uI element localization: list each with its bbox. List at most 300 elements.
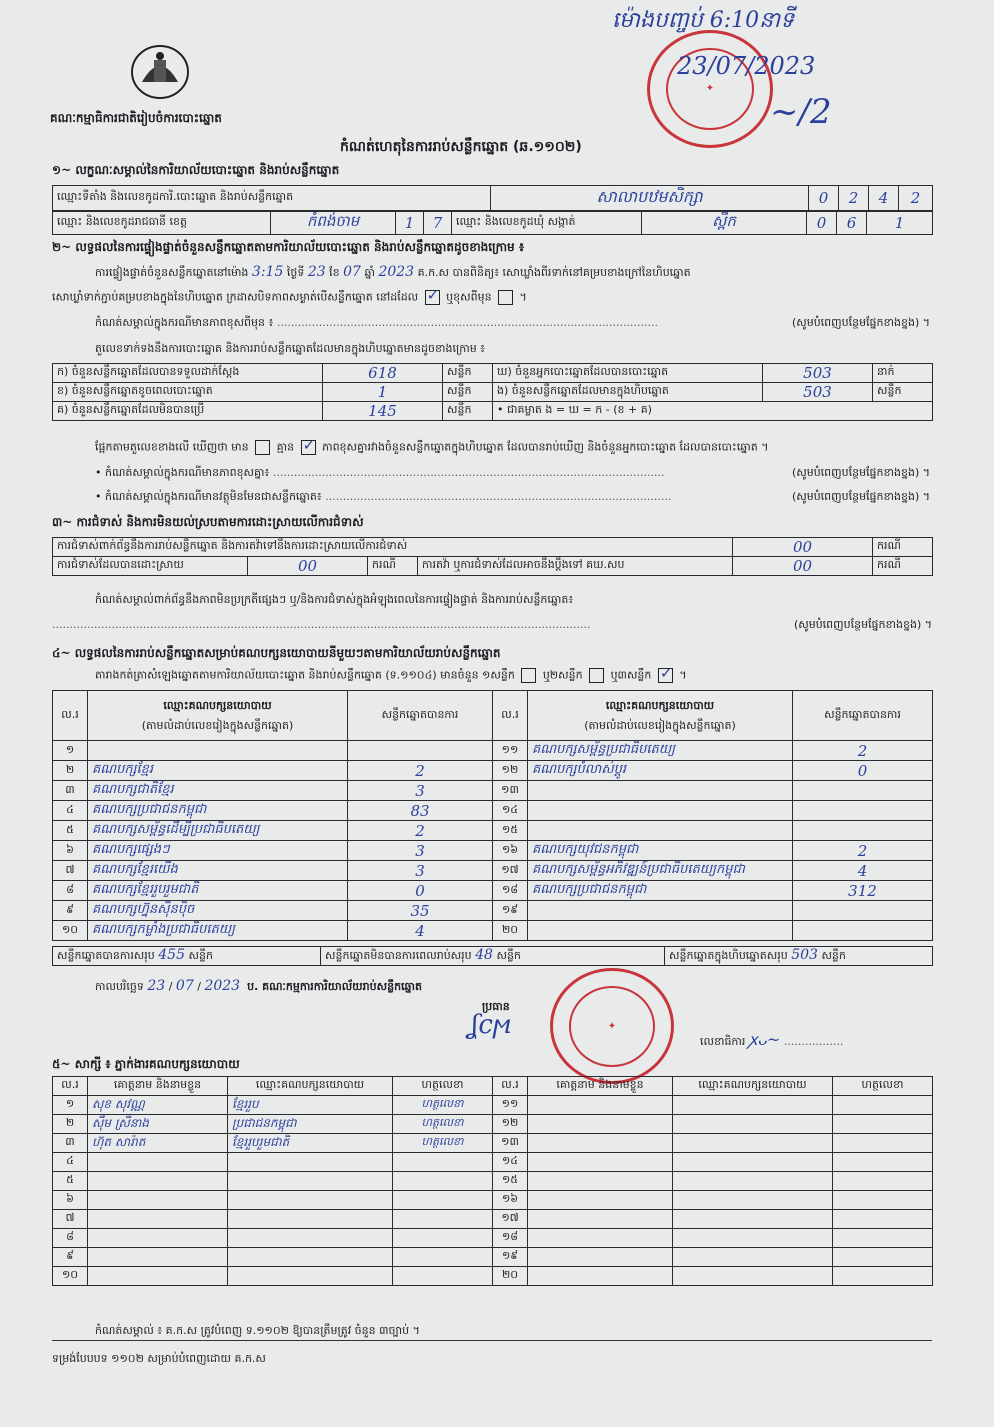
witness-signature: ហត្ថលេខា bbox=[393, 1134, 493, 1153]
province-code-digit: 1 bbox=[396, 212, 424, 235]
witness-no: ៣ bbox=[53, 1134, 88, 1153]
witness-signature bbox=[833, 1115, 933, 1134]
results-votes: 3 bbox=[348, 861, 493, 881]
verification-text: ការផ្ទៀងផ្ទាត់ចំនួនសន្លឹកឆ្នោតនៅម៉ោង bbox=[95, 266, 249, 279]
total-invalid-label: សន្លឹកឆ្នោតមិនបានការពេលរាប់សរុប bbox=[325, 949, 472, 962]
figures-row bbox=[53, 364, 933, 383]
witness-no: ១២ bbox=[493, 1115, 528, 1134]
witness-name bbox=[88, 1172, 228, 1191]
total-box-label: សន្លឹកឆ្នោតក្នុងហិបឆ្នោតសរុប bbox=[669, 949, 788, 962]
in-box-value: 503 bbox=[763, 383, 873, 402]
witness-no: ៤ bbox=[53, 1153, 88, 1172]
witness-signature bbox=[393, 1248, 493, 1267]
unit-label: សន្លឹក bbox=[443, 364, 493, 383]
witness-no: ១៣ bbox=[493, 1134, 528, 1153]
section4-heading: ៤~ លទ្ធផលនៃការរាប់សន្លឹកឆ្នោតសម្រាប់គណបក្សនយោបាយនីមួយៗតាមការិយាល័យរាប់សន្លឹកឆ្នោត bbox=[52, 646, 501, 660]
results-table bbox=[52, 690, 933, 941]
witness-party bbox=[673, 1229, 833, 1248]
witness-no: ១៨ bbox=[493, 1229, 528, 1248]
appeal-value: 00 bbox=[733, 557, 873, 576]
location-code-digit: 4 bbox=[869, 186, 899, 211]
total-invalid-cell bbox=[321, 947, 665, 966]
witness-no: ១៤ bbox=[493, 1153, 528, 1172]
results-party bbox=[528, 921, 793, 941]
results-body bbox=[53, 741, 933, 941]
results-votes: 83 bbox=[348, 801, 493, 821]
changed-checkbox[interactable] bbox=[498, 290, 513, 305]
results-party: គណបក្សកម្លាំងប្រជាធិបតេយ្យ bbox=[88, 921, 348, 941]
verification-text-rest: គ.ក.ស បានពិនិត្យ៖ សោឃ្លាំងពីរទាក់នៅគម្របខាងក្រៅនៃហិបឆ្នោត bbox=[417, 266, 691, 279]
results-col-party-sub: (តាមលំដាប់លេខរៀងក្នុងសន្លឹកឆ្នោត) bbox=[584, 718, 736, 732]
commune-label: ឈ្មោះ និងលេខកូដឃុំ សង្កាត់ bbox=[452, 212, 642, 235]
discrepancy-rest: ភាពខុសគ្នារវាងចំនួនសន្លឹកឆ្នោតក្នុងហិបឆ្នោត ដែលបានរាប់ឃើញ និងចំនួនអ្នកបោះឆ្នោត ដែលបានបោះឆ្នោត ។ bbox=[322, 440, 769, 454]
case-unit: ករណី bbox=[873, 538, 933, 557]
results-no: ៨ bbox=[53, 881, 88, 901]
unit-label: សន្លឹក bbox=[188, 949, 213, 962]
section3-heading: ៣~ ការជំទាស់ និងការមិនយល់ស្របតាមការដោះស្រាយលើការជំទាស់ bbox=[52, 515, 364, 529]
results-votes: 2 bbox=[793, 841, 933, 861]
bullet1-label: • កំណត់សម្គាល់ក្នុងករណីមានភាពខុសគ្នា៖ bbox=[95, 466, 270, 479]
witness-signature bbox=[393, 1191, 493, 1210]
results-votes: 312 bbox=[793, 881, 933, 901]
commune-code-digit: 6 bbox=[837, 212, 867, 235]
results-votes: 3 bbox=[348, 841, 493, 861]
province-value: កំពង់ចាម bbox=[271, 212, 396, 235]
results-no: ១៨ bbox=[493, 881, 528, 901]
results-col-party-title: ឈ្មោះគណបក្សនយោបាយ bbox=[605, 698, 715, 712]
witness-name bbox=[88, 1229, 228, 1248]
case-unit: ករណី bbox=[873, 557, 933, 576]
voters-value: 503 bbox=[763, 364, 873, 383]
section2-heading: ២~ លទ្ធផលនៃការផ្ទៀងផ្ទាត់ចំនួនសន្លឹកឆ្នោតតាមការិយាល័យបោះឆ្នោត និងរាប់សន្លឹកឆ្នោតដូចខាងក្រោម ៖ bbox=[52, 240, 525, 254]
witness-party bbox=[228, 1210, 393, 1229]
irregularities-fill-line: .......................................................................................................................................................... (សូមបំពេញបន្ថែមផ្នែកខាងខ្នង) ។ bbox=[52, 618, 932, 634]
bullet2-line: • កំណត់សម្គាល់ក្នុងករណីមានវត្ថុមិនមែនជាសន្លឹកឆ្នោត៖ ................................................................................................... (សូមបំពេញបន្ថែមផ្នែកខាងខ្នង) ។ bbox=[95, 490, 930, 506]
three-sheets-checkbox[interactable] bbox=[658, 668, 673, 683]
results-no: ១៧ bbox=[493, 861, 528, 881]
location-code-digit: 2 bbox=[899, 186, 933, 211]
witness-signature bbox=[833, 1248, 933, 1267]
results-votes: 3 bbox=[348, 781, 493, 801]
section1-table-row2 bbox=[52, 211, 933, 235]
spoiled-label: ខ) ចំនួនសន្លឹកឆ្នោតខូចពេលបោះឆ្នោត bbox=[53, 383, 323, 402]
date-line: កាលបរិច្ឆេទ 23 / 07 / 2023 ប. គណៈកម្មការការិយាល័យរាប់សន្លឹកឆ្នោត bbox=[95, 978, 423, 994]
results-col-votes: សន្លឹកឆ្នោតបានការ bbox=[793, 691, 933, 741]
witness-name bbox=[528, 1096, 673, 1115]
witness-no: ២០ bbox=[493, 1267, 528, 1286]
commune-value: ស្ពឺក bbox=[642, 212, 807, 235]
resolved-label: ការជំទាស់ដែលបានដោះស្រាយ bbox=[53, 557, 248, 576]
commune-code-digit: 0 bbox=[807, 212, 837, 235]
results-votes: 35 bbox=[348, 901, 493, 921]
witness-row bbox=[53, 1096, 933, 1115]
results-votes bbox=[793, 901, 933, 921]
witness-signature bbox=[833, 1267, 933, 1286]
month-label: ខែ bbox=[329, 266, 340, 279]
witness-name bbox=[528, 1248, 673, 1267]
official-stamp-bottom: ✦ bbox=[550, 968, 674, 1084]
witness-party bbox=[673, 1134, 833, 1153]
discrepancy-text: ផ្អែកតាមតួលេខខាងលើ ឃើញថា មាន bbox=[95, 440, 249, 454]
results-party bbox=[528, 781, 793, 801]
bullet2-label: • កំណត់សម្គាល់ក្នុងករណីមានវត្ថុមិនមែនជាសន្លឹកឆ្នោត៖ bbox=[95, 490, 322, 503]
witness-no: ៦ bbox=[53, 1191, 88, 1210]
president-label: ប្រធាន bbox=[482, 1000, 510, 1013]
date-day: 23 bbox=[147, 978, 166, 994]
form-title: កំណត់ហេតុនៃការរាប់សន្លឹកឆ្នោត (ឆ.១១០២) bbox=[340, 139, 582, 155]
results-party bbox=[528, 821, 793, 841]
bullet1-line: • កំណត់សម្គាល់ក្នុងករណីមានភាពខុសគ្នា៖ ................................................................................................................ (សូមបំពេញបន្ថែមផ្នែកខាងខ្នង) ។ bbox=[95, 466, 930, 482]
results-votes: 2 bbox=[348, 821, 493, 841]
changed-label: ឬខុសពីមុន bbox=[446, 290, 492, 304]
committee-name: គណៈកម្មាធិការជាតិរៀបចំការបោះឆ្នោត bbox=[50, 111, 222, 125]
witness-name: ហ៊ុត សារ៉ាត bbox=[88, 1134, 228, 1153]
results-col-party bbox=[88, 691, 348, 741]
witness-party bbox=[673, 1210, 833, 1229]
unit-label: សន្លឹក bbox=[873, 383, 933, 402]
results-no: ២ bbox=[53, 761, 88, 781]
received-label: ក) ចំនួនសន្លឹកឆ្នោតដែលបានទទួលដាក់ស្តែង bbox=[53, 364, 323, 383]
total-valid-cell bbox=[53, 947, 321, 966]
results-votes: 2 bbox=[793, 741, 933, 761]
witness-party: ប្រជាជនកម្ពុជា bbox=[228, 1115, 393, 1134]
results-row bbox=[53, 921, 933, 941]
witness-party bbox=[673, 1115, 833, 1134]
results-col-no: ល.រ bbox=[53, 691, 88, 741]
fill-back-note: (សូមបំពេញបន្ថែមផ្នែកខាងខ្នង) ។ bbox=[791, 316, 930, 329]
results-row bbox=[53, 821, 933, 841]
results-no: ១៩ bbox=[493, 901, 528, 921]
results-no: ៩ bbox=[53, 901, 88, 921]
results-party: គណបក្សខ្មែររួបរួមជាតិ bbox=[88, 881, 348, 901]
results-col-party bbox=[528, 691, 793, 741]
witness-signature bbox=[833, 1096, 933, 1115]
witness-signature bbox=[833, 1229, 933, 1248]
bottom-note: ទម្រង់បែបបទ ១១០២ សម្រាប់បំពេញដោយ គ.ក.ស bbox=[52, 1352, 266, 1365]
witness-party bbox=[673, 1191, 833, 1210]
committee-sign-label: ប. គណៈកម្មការការិយាល័យរាប់សន្លឹកឆ្នោត bbox=[247, 980, 423, 993]
witness-no: ៩ bbox=[53, 1248, 88, 1267]
results-no: ១ bbox=[53, 741, 88, 761]
unit-label: សន្លឹក bbox=[821, 949, 846, 962]
results-votes bbox=[793, 781, 933, 801]
results-party bbox=[88, 741, 348, 761]
total-box-value: 503 bbox=[791, 947, 818, 963]
in-box-label: ង) ចំនួនសន្លឹកឆ្នោតដែលមានក្នុងហិបឆ្នោត bbox=[493, 383, 763, 402]
objections-value: 00 bbox=[733, 538, 873, 557]
results-party bbox=[528, 801, 793, 821]
results-col-party-sub: (តាមលំដាប់លេខរៀងក្នុងសន្លឹកឆ្នោត) bbox=[141, 718, 294, 732]
seal-text: សោឃ្លាំទាក់ភ្ជាប់គម្របខាងក្នុងនៃហិបឆ្នោត ក្រដាសបិទភាពសម្ងាត់បើសន្លឹកឆ្នោត នៅដដែល bbox=[52, 290, 419, 304]
results-no: ១៤ bbox=[493, 801, 528, 821]
results-col-party-title: ឈ្មោះគណបក្សនយោបាយ bbox=[163, 698, 272, 712]
witness-col-no: ល.រ bbox=[53, 1077, 88, 1096]
witness-signature: ហត្ថលេខា bbox=[393, 1115, 493, 1134]
witness-col-sign: ហត្ថលេខា bbox=[833, 1077, 933, 1096]
witness-col-name: គោត្តនាម និងនាមខ្លួន bbox=[528, 1077, 673, 1096]
secretary-line: លេខាធិការ ꭗᴗ~ ................. bbox=[700, 1030, 844, 1049]
results-row bbox=[53, 841, 933, 861]
results-votes bbox=[793, 801, 933, 821]
results-no: ៤ bbox=[53, 801, 88, 821]
emblem-icon bbox=[128, 42, 192, 102]
witness-party bbox=[228, 1229, 393, 1248]
witness-row bbox=[53, 1248, 933, 1267]
witness-name bbox=[88, 1267, 228, 1286]
results-party: គណបក្សប្រជាជនកម្ពុជា bbox=[88, 801, 348, 821]
appeal-label: ការតវ៉ា ឬការជំទាស់ដែលអាចនឹងប្តឹងទៅ គឃ.សប bbox=[418, 557, 733, 576]
fill-back-note: (សូមបំពេញបន្ថែមផ្នែកខាងខ្នង) ។ bbox=[791, 490, 930, 503]
results-no: ១២ bbox=[493, 761, 528, 781]
witness-name bbox=[88, 1210, 228, 1229]
objections-table bbox=[52, 537, 933, 576]
witness-col-no: ល.រ bbox=[493, 1077, 528, 1096]
witness-party bbox=[228, 1172, 393, 1191]
results-no: ១១ bbox=[493, 741, 528, 761]
witness-party bbox=[673, 1267, 833, 1286]
has-difference-checkbox[interactable] bbox=[255, 440, 270, 455]
verification-line bbox=[95, 264, 691, 282]
witness-signature bbox=[393, 1172, 493, 1191]
location-label: ឈ្មោះទីតាំង និងលេខកូដការិ.បោះឆ្នោត និងរាប់សន្លឹកឆ្នោត bbox=[53, 186, 491, 211]
unused-value: 145 bbox=[323, 402, 443, 421]
witness-name bbox=[88, 1153, 228, 1172]
date-label: កាលបរិច្ឆេទ bbox=[95, 980, 144, 993]
witness-no: ១៧ bbox=[493, 1210, 528, 1229]
two-sheets-label: ឬ២សន្លឹក bbox=[542, 668, 583, 682]
witness-no: ៥ bbox=[53, 1172, 88, 1191]
results-row bbox=[53, 781, 933, 801]
verification-day: 23 bbox=[307, 264, 326, 280]
total-valid-label: សន្លឹកឆ្នោតបានការសរុប bbox=[57, 949, 155, 962]
resolved-value: 00 bbox=[248, 557, 368, 576]
witness-col-sign: ហត្ថលេខា bbox=[393, 1077, 493, 1096]
witness-party bbox=[673, 1248, 833, 1267]
unit-label: សន្លឹក bbox=[443, 402, 493, 421]
witness-signature bbox=[833, 1210, 933, 1229]
witness-name bbox=[88, 1191, 228, 1210]
witness-signature bbox=[393, 1153, 493, 1172]
results-row bbox=[53, 881, 933, 901]
witness-name bbox=[528, 1191, 673, 1210]
results-no: ៥ bbox=[53, 821, 88, 841]
verification-year: 2023 bbox=[378, 264, 415, 280]
witness-no: ១០ bbox=[53, 1267, 88, 1286]
total-box-cell bbox=[665, 947, 933, 966]
witness-body bbox=[53, 1096, 933, 1286]
witness-no: ១៩ bbox=[493, 1248, 528, 1267]
signature-top: ~/2 bbox=[770, 92, 832, 132]
witness-row bbox=[53, 1229, 933, 1248]
witness-party bbox=[228, 1153, 393, 1172]
commune-code-digit: 1 bbox=[867, 212, 933, 235]
date-stamp-handwritten: 23/07/2023 bbox=[677, 52, 816, 80]
year-label: ឆ្នាំ bbox=[364, 266, 375, 279]
results-row bbox=[53, 901, 933, 921]
fill-back-note: (សូមបំពេញបន្ថែមផ្នែកខាងខ្នង) ។ bbox=[793, 618, 932, 631]
unused-label: គ) ចំនួនសន្លឹកឆ្នោតដែលមិនបានប្រើ bbox=[53, 402, 323, 421]
unit-label: សន្លឹក bbox=[443, 383, 493, 402]
witness-name bbox=[528, 1134, 673, 1153]
date-month: 07 bbox=[175, 978, 194, 994]
results-no: ១៥ bbox=[493, 821, 528, 841]
day-label: ថ្ងៃទី bbox=[286, 266, 305, 279]
verification-time: 3:15 bbox=[251, 264, 284, 280]
unit-label: នាក់ bbox=[873, 364, 933, 383]
results-party: គណបក្សយុវជនកម្ពុជា bbox=[528, 841, 793, 861]
results-votes bbox=[793, 921, 933, 941]
results-no: ១៣ bbox=[493, 781, 528, 801]
figures-row bbox=[53, 383, 933, 402]
witness-name bbox=[528, 1210, 673, 1229]
results-party: គណបក្សហ្វ៊ុនស៊ិនប៉ិច bbox=[88, 901, 348, 921]
president-signature: ʆϲϻ bbox=[470, 1010, 512, 1040]
section1-table bbox=[52, 185, 933, 211]
results-party: គណបក្សសម្ព័ន្ធដើម្បីប្រជាធិបតេយ្យ bbox=[88, 821, 348, 841]
witness-no: ១ bbox=[53, 1096, 88, 1115]
section5-heading: ៥~ សាក្សី ៖ ភ្នាក់ងារគណបក្សនយោបាយ bbox=[52, 1057, 240, 1071]
secretary-signature: ꭗᴗ~ bbox=[748, 1030, 781, 1049]
witness-no: ១៦ bbox=[493, 1191, 528, 1210]
witness-party bbox=[673, 1153, 833, 1172]
section1-heading: ១~ លក្ខណៈសម្គាល់នៃការិយាល័យបោះឆ្នោត និងរាប់សន្លឹកឆ្នោត bbox=[52, 163, 340, 177]
witness-signature bbox=[833, 1134, 933, 1153]
results-no: ២០ bbox=[493, 921, 528, 941]
results-votes bbox=[348, 741, 493, 761]
no-difference-checkbox[interactable] bbox=[301, 440, 316, 455]
objections-label: ការជំទាស់ពាក់ព័ន្ធនឹងការរាប់សន្លឹកឆ្នោត និងការតវ៉ាទៅនឹងការដោះស្រាយលើការជំទាស់ bbox=[53, 538, 733, 557]
sheets-line: តារាងកត់ត្រាសំឡេងឆ្នោតតាមការិយាល័យបោះឆ្នោត និងរាប់សន្លឹកឆ្នោត (ទ.១១០៤) មានចំនួន ១សន្លឹក ឬ២សន្លឹក ឬ៣សន្លឹក ✓ ។ bbox=[95, 668, 687, 685]
results-party: គណបក្សសម្ព័ន្ធប្រជាធិបតេយ្យ bbox=[528, 741, 793, 761]
location-value: សាលាបឋមសិក្សា bbox=[491, 186, 809, 211]
totals-table bbox=[52, 946, 933, 966]
witness-row bbox=[53, 1210, 933, 1229]
total-valid-value: 455 bbox=[158, 947, 185, 963]
witness-signature bbox=[833, 1172, 933, 1191]
results-no: ៣ bbox=[53, 781, 88, 801]
witness-party bbox=[673, 1096, 833, 1115]
seal-line: សោឃ្លាំទាក់ភ្ជាប់គម្របខាងក្នុងនៃហិបឆ្នោត ក្រដាសបិទភាពសម្ងាត់បើសន្លឹកឆ្នោត នៅដដែល ✓ ឬខុសពីមុន ។ bbox=[52, 290, 527, 307]
one-sheet-checkbox[interactable] bbox=[521, 668, 536, 683]
no-difference-label: គ្មាន bbox=[276, 440, 295, 454]
spoiled-value: 1 bbox=[323, 383, 443, 402]
sheets-intro: តារាងកត់ត្រាសំឡេងឆ្នោតតាមការិយាល័យបោះឆ្នោត និងរាប់សន្លឹកឆ្នោត (ទ.១១០៤) មានចំនួន ១សន្លឹក bbox=[95, 668, 515, 682]
witness-row bbox=[53, 1153, 933, 1172]
witness-no: ១១ bbox=[493, 1096, 528, 1115]
figures-table bbox=[52, 363, 933, 421]
province-code-digit: 7 bbox=[424, 212, 452, 235]
results-party: គណបក្សខ្មែរ bbox=[88, 761, 348, 781]
witness-signature bbox=[393, 1229, 493, 1248]
voters-label: ឃ) ចំនួនអ្នកបោះឆ្នោតដែលបានបោះឆ្នោត bbox=[493, 364, 763, 383]
witness-no: ២ bbox=[53, 1115, 88, 1134]
formula-label: • ជាគម្លាត ង = ឃ = ក - (ខ + គ) bbox=[493, 402, 933, 421]
witness-signature bbox=[393, 1210, 493, 1229]
results-no: ៦ bbox=[53, 841, 88, 861]
results-votes: 4 bbox=[348, 921, 493, 941]
results-col-votes: សន្លឹកឆ្នោតបានការ bbox=[348, 691, 493, 741]
footnote: កំណត់សម្គាល់ ៖ គ.ក.ស ត្រូវបំពេញ ទ.១១០២ ឱ្យបានត្រឹមត្រូវ ចំនួន ៣ច្បាប់ ។ bbox=[95, 1324, 420, 1337]
province-label: ឈ្មោះ និងលេខកូដរាជធានី ខេត្ត bbox=[53, 212, 271, 235]
results-votes: 0 bbox=[793, 761, 933, 781]
witness-no: ៨ bbox=[53, 1229, 88, 1248]
unchanged-checkbox[interactable] bbox=[425, 290, 440, 305]
results-party bbox=[528, 901, 793, 921]
witness-name bbox=[528, 1115, 673, 1134]
witness-party bbox=[228, 1248, 393, 1267]
witness-name: សុខ សុវណ្ណ bbox=[88, 1096, 228, 1115]
results-party: គណបក្សប្រជាជនកម្ពុជា bbox=[528, 881, 793, 901]
figures-row bbox=[53, 402, 933, 421]
results-party: គណបក្សបំលាស់ប្តូរ bbox=[528, 761, 793, 781]
results-col-no: ល.រ bbox=[493, 691, 528, 741]
witness-signature bbox=[393, 1267, 493, 1286]
discrepancy-line bbox=[95, 440, 768, 457]
witness-row bbox=[53, 1115, 933, 1134]
results-party: គណបក្សសម្ព័ន្ធអភិវឌ្ឍន៍ប្រជាធិបតេយ្យកម្ពុជា bbox=[528, 861, 793, 881]
difference-note-label: កំណត់សម្គាល់ក្នុងករណីមានភាពខុសពីមុន ៖ bbox=[95, 316, 274, 329]
results-no: ១៦ bbox=[493, 841, 528, 861]
witness-name bbox=[528, 1267, 673, 1286]
witness-row bbox=[53, 1172, 933, 1191]
results-party: គណបក្សផ្សេងៗ bbox=[88, 841, 348, 861]
results-row bbox=[53, 741, 933, 761]
witness-col-party: ឈ្មោះគណបក្សនយោបាយ bbox=[673, 1077, 833, 1096]
witness-col-party: ឈ្មោះគណបក្សនយោបាយ bbox=[228, 1077, 393, 1096]
two-sheets-checkbox[interactable] bbox=[589, 668, 604, 683]
witness-name bbox=[528, 1153, 673, 1172]
irregularities-note: កំណត់សម្គាល់ពាក់ព័ន្ធនឹងភាពមិនប្រក្រតីផ្សេងៗ ឬ/និងការជំទាស់ក្នុងអំឡុងពេលនៃការផ្ទៀងផ្ទាត់ និងការរាប់សន្លឹកឆ្នោត៖ bbox=[95, 593, 574, 606]
witness-signature: ហត្ថលេខា bbox=[393, 1096, 493, 1115]
location-code-digit: 2 bbox=[839, 186, 869, 211]
results-party: គណបក្សជាតិខ្មែរ bbox=[88, 781, 348, 801]
results-no: ១០ bbox=[53, 921, 88, 941]
witness-party bbox=[228, 1191, 393, 1210]
total-invalid-value: 48 bbox=[475, 947, 493, 963]
witness-party: ខ្មែររួបរួមជាតិ bbox=[228, 1134, 393, 1153]
official-stamp-top: ✦ bbox=[647, 30, 773, 148]
footer-divider bbox=[52, 1340, 932, 1341]
verification-month: 07 bbox=[343, 264, 361, 280]
results-votes: 0 bbox=[348, 881, 493, 901]
location-code-digit: 0 bbox=[809, 186, 839, 211]
witness-party bbox=[673, 1172, 833, 1191]
witness-party: ខ្មែររួប bbox=[228, 1096, 393, 1115]
results-row bbox=[53, 801, 933, 821]
date-year: 2023 bbox=[204, 978, 241, 994]
secretary-label: លេខាធិការ bbox=[700, 1035, 746, 1048]
figures-intro: តួលេខទាក់ទងនឹងការបោះឆ្នោត និងការរាប់សន្លឹកឆ្នោតដែលមានក្នុងហិបឆ្នោតមានដូចខាងក្រោម ៖ bbox=[95, 342, 486, 355]
witness-name bbox=[528, 1229, 673, 1248]
case-unit: ករណី bbox=[368, 557, 418, 576]
results-party: គណបក្សខ្មែរយើង bbox=[88, 861, 348, 881]
witness-name bbox=[88, 1248, 228, 1267]
fill-back-note: (សូមបំពេញបន្ថែមផ្នែកខាងខ្នង) ។ bbox=[791, 466, 930, 479]
results-row bbox=[53, 761, 933, 781]
witness-name bbox=[528, 1172, 673, 1191]
witness-table bbox=[52, 1076, 933, 1286]
received-value: 618 bbox=[323, 364, 443, 383]
results-votes bbox=[793, 821, 933, 841]
results-votes: 2 bbox=[348, 761, 493, 781]
top-handwritten-note: ម៉ោងបញ្ចប់ 6:10នាទី bbox=[612, 8, 795, 33]
witness-name: ស៊ឹម ស្រីនាង bbox=[88, 1115, 228, 1134]
witness-row bbox=[53, 1267, 933, 1286]
witness-no: ១៥ bbox=[493, 1172, 528, 1191]
witness-col-name: គោត្តនាម និងនាមខ្លួន bbox=[88, 1077, 228, 1096]
witness-no: ៧ bbox=[53, 1210, 88, 1229]
unit-label: សន្លឹក bbox=[496, 949, 521, 962]
